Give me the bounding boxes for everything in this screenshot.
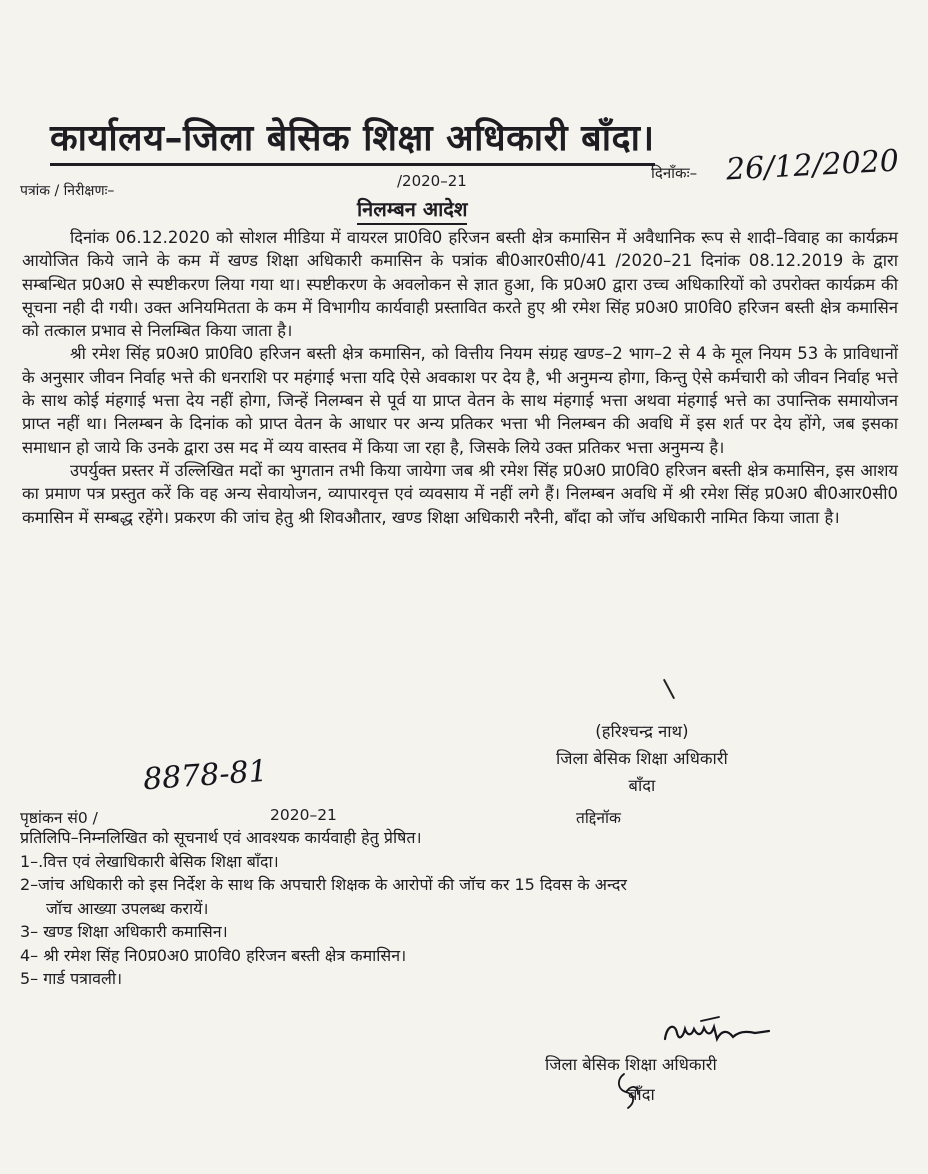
list-item: 5– गार्ड पत्रावली। [20, 969, 123, 988]
list-item: 2–जांच अधिकारी को इस निर्देश के साथ कि अपचारी शिक्षक के आरोपों की जॉच कर 15 दिवस के अन्दर [20, 875, 627, 894]
list-item: 4– श्री रमेश सिंह नि0प्र0अ0 प्रा0वि0 हरिजन बस्ती क्षेत्र कमासिन। [20, 945, 407, 965]
pen-tick-mark [663, 679, 675, 699]
reference-label: पत्रांक / निरीक्षणः– [20, 183, 115, 199]
signatory-block [556, 718, 728, 799]
endorsement-year: 2020–21 [270, 806, 337, 824]
reference-year: /2020–21 [397, 172, 467, 190]
office-title: कार्यालय–जिला बेसिक शिक्षा अधिकारी बाँदा। [50, 112, 655, 166]
list-item: 3– खण्ड शिक्षा अधिकारी कमासिन। [20, 922, 228, 941]
footer-signatory-place: बाँदा [628, 1085, 655, 1104]
list-item: 1–.वित्त एवं लेखाधिकारी बेसिक शिक्षा बाँदा। [20, 851, 279, 871]
signatory-place: बाँदा [628, 776, 656, 795]
body-paragraph: उपर्युक्त प्रस्तर में उल्लिखित मदों का भुगतान तभी किया जायेगा जब श्री रमेश सिंह प्र0अ0 प्रा0वि0 हरिजन बस्ती क्षेत्र कमासिन, इस आशय का प्रमाण पत्र प्रस्तुत करें कि वह अन्य सेवायोजन, व्यापारवृत्त एवं व्यवसाय में नहीं लगे हैं। निलम्बन अवधि में श्री रमेश सिंह प्र0अ0 बी0आर0सी0 कमासिन में सम्बद्ध रहेंगे। प्रकरण की जांच हेतु श्री शिवऔतार, खण्ड शिक्षा अधिकारी नरैनी, बाँदा को जॉच अधिकारी नामित किया जाता है। [22, 460, 898, 527]
handwritten-date: 26/12/2020 [725, 143, 900, 188]
handwritten-signature [661, 1013, 773, 1047]
footer-signatory-designation: जिला बेसिक शिक्षा अधिकारी [545, 1055, 717, 1074]
body-paragraph: श्री रमेश सिंह प्र0अ0 प्रा0वि0 हरिजन बस्ती क्षेत्र कमासिन, को वित्तीय नियम संग्रह खण्ड–2 भाग–2 से 4 के मूल नियम 53 के प्राविधानों के अनुसार जीवन निर्वाह भत्ते की धनराशि पर महंगाई भत्ता यदि ऐसे अवकाश पर देय है, भी अनुमन्य होगा, किन्तु ऐसे कर्मचारी को जीवन निर्वाह भत्ते के साथ कोई मंहगाई भत्ता देय नहीं होगा, जिन्हें निलम्बन से पूर्व या प्राप्त वेतन के साथ मंहगाई भत्ता अथवा मंहगाई भत्ते का उपान्तिक समायोजन प्राप्त नहीं था। निलम्बन के दिनांक को प्राप्त वेतन के आधार पर अन्य प्रतिकर भत्ता भी निलम्बन की अवधि में इस शर्त पर देय होंगे, जब इसका समाधान हो जाये कि उनके द्वारा उस मद में व्यय वास्तव में किया जा रहा है, जिसके लिये उक्त प्रतिकर भत्ता अनुमन्य है। [22, 344, 898, 457]
signatory-name: (हरिश्चन्द्र नाथ) [595, 722, 689, 741]
date-label: दिनाँकः– [651, 164, 698, 182]
endorsement-date: तद्दिनॉक [576, 809, 621, 827]
handwritten-dispatch-number: 8878-81 [141, 753, 269, 798]
copy-intro: प्रतिलिपि–निम्नलिखित को सूचनार्थ एवं आवश्यक कार्यवाही हेतु प्रेषित। [20, 828, 422, 847]
copy-to-list [20, 826, 900, 991]
list-item: जॉच आख्या उपलब्ध करायें। [46, 898, 209, 918]
signatory-designation: जिला बेसिक शिक्षा अधिकारी [556, 749, 728, 768]
body-paragraph: दिनांक 06.12.2020 को सोशल मीडिया में वायरल प्रा0वि0 हरिजन बस्ती क्षेत्र कमासिन में अवैधानिक रूप से शादी–विवाह का कार्यक्रम आयोजित किये जाने के कम में खण्ड शिक्षा अधिकारी कमासिन के पत्रांक बी0आर0सी0/41 /2020–21 दिनांक 08.12.2019 के द्वारा सम्बन्धित प्र0अ0 से स्पष्टीकरण लिया गया था। स्पष्टीकरण के अवलोकन से ज्ञात हुआ, कि प्र0अ0 द्वारा उच्च अधिकारियों को उपरोक्त कार्यक्रम की सूचना नही दी गयी। उक्त अनियमितता के कम में विभागीय कार्यवाही प्रस्तावित करते हुए श्री रमेश सिंह प्र0अ0 प्रा0वि0 हरिजन बस्ती क्षेत्र कमासिन को तत्काल प्रभाव से निलम्बित किया जाता है। [22, 228, 898, 341]
order-body [22, 226, 898, 529]
order-title: निलम्बन आदेश [357, 195, 467, 225]
endorsement-label: पृष्ठांकन सं0 / [20, 809, 98, 827]
